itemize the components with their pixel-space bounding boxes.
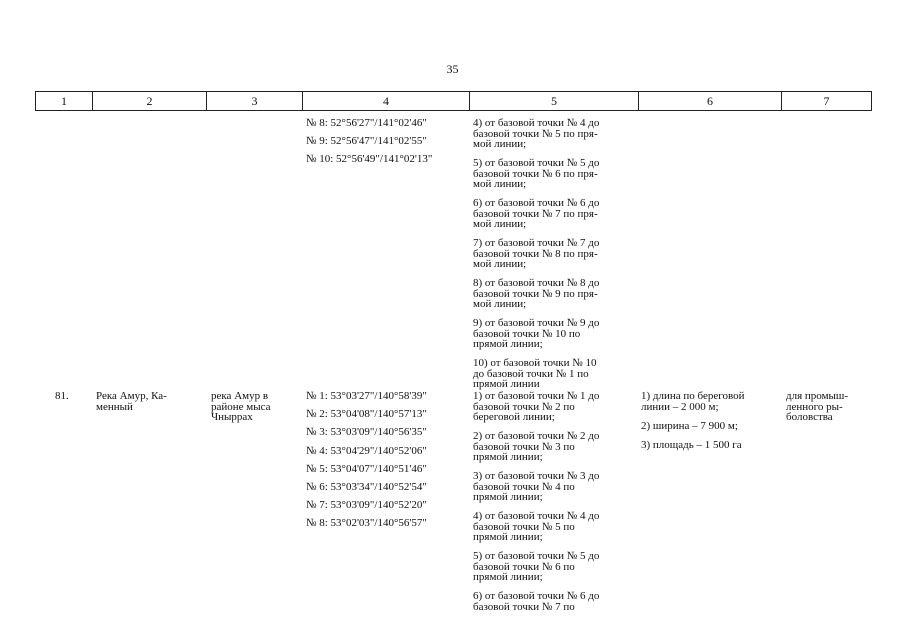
- text-line: 5) от базовой точки № 5 до: [473, 157, 600, 169]
- segment-item: [473, 318, 633, 350]
- text-line: 10) от базовой точки № 10: [473, 357, 597, 369]
- text-line: 2) ширина – 7 900 м;: [641, 419, 738, 432]
- text-line: базовой точки № 2 по: [473, 400, 575, 413]
- text-line: мой линии;: [473, 298, 527, 310]
- segment-item: [473, 198, 633, 230]
- header-col-5: 5: [470, 92, 639, 110]
- segment-item: [473, 431, 633, 463]
- coordinate-item: № 3: 53°03'09"/140°56'35": [306, 426, 427, 439]
- text-line: линии – 2 000 м;: [641, 400, 719, 413]
- text-line: мой линии;: [473, 218, 527, 230]
- text-line: 3) площадь – 1 500 га: [641, 438, 742, 451]
- text-line: до базовой точки № 1 по: [473, 367, 589, 380]
- coordinate-item: № 1: 53°03'27"/140°58'39": [306, 390, 427, 402]
- text-line: 6) от базовой точки № 6 до: [473, 197, 600, 209]
- text-line: 1) длина по береговой: [641, 390, 745, 402]
- header-col-1: 1: [36, 92, 93, 110]
- text-line: 4) от базовой точки № 4 до: [473, 117, 600, 129]
- segment-item: [473, 158, 633, 190]
- text-line: мой линии;: [473, 138, 527, 150]
- segment-item: [473, 391, 633, 423]
- coordinate-item: № 8: 53°02'03"/140°56'57": [306, 517, 427, 530]
- coordinate-item: № 9: 52°56'47"/141°02'55": [306, 135, 427, 148]
- coordinate-item: № 8: 52°56'27"/141°02'46": [306, 117, 427, 129]
- text-line: 7) от базовой точки № 7 до: [473, 237, 600, 249]
- coordinate-item: № 5: 53°04'07"/140°51'46": [306, 462, 427, 475]
- text-line: менный: [96, 400, 133, 413]
- header-col-2: 2: [93, 92, 207, 110]
- text-line: 3) от базовой точки № 3 до: [473, 470, 600, 482]
- segment-item: [473, 118, 633, 150]
- header-col-6: 6: [639, 92, 782, 110]
- header-col-4: 4: [303, 92, 470, 110]
- dimension-item: [641, 440, 771, 451]
- coordinate-item: № 7: 53°03'09"/140°52'20": [306, 499, 427, 512]
- text-line: прямой линии: [473, 378, 540, 390]
- text-line: ленного ры-: [786, 400, 843, 413]
- row81-segments: [473, 391, 633, 621]
- text-line: 6) от базовой точки № 6 до: [473, 590, 600, 602]
- area-location: [211, 391, 301, 423]
- text-line: 2) от базовой точки № 2 до: [473, 430, 600, 442]
- text-line: базовой точки № 5 по пря-: [473, 127, 598, 140]
- area-purpose: [786, 391, 886, 423]
- text-line: береговой линии;: [473, 411, 555, 423]
- text-line: прямой линии;: [473, 338, 543, 350]
- text-line: мой линии;: [473, 258, 527, 270]
- text-line: прямой линии;: [473, 531, 543, 543]
- text-line: базовой точки № 6 по пря-: [473, 167, 598, 180]
- segment-item: [473, 551, 633, 583]
- header-col-3: 3: [207, 92, 303, 110]
- header-col-7: 7: [823, 94, 830, 108]
- text-line: базовой точки № 3 по: [473, 440, 575, 453]
- text-line: мой линии;: [473, 178, 527, 190]
- coordinate-item: № 10: 52°56'49"/141°02'13": [306, 153, 433, 166]
- text-line: 5) от базовой точки № 5 до: [473, 550, 600, 562]
- text-line: базовой точки № 9 по пря-: [473, 287, 598, 300]
- text-line: базовой точки № 5 по: [473, 520, 575, 533]
- coordinate-item: № 2: 53°04'08"/140°57'13": [306, 408, 427, 421]
- segment-item: [473, 358, 633, 390]
- dimension-item: [641, 421, 771, 432]
- dimension-item: [641, 391, 771, 412]
- text-line: базовой точки № 8 по пря-: [473, 247, 598, 260]
- text-line: районе мыса: [211, 400, 271, 413]
- text-line: для промыш-: [786, 390, 849, 402]
- coordinate-item: № 4: 53°04'29"/140°52'06": [306, 444, 427, 457]
- text-line: прямой линии;: [473, 491, 543, 503]
- area-dimensions: [641, 391, 771, 459]
- continued-coordinates: [306, 118, 432, 173]
- text-line: Река Амур, Ка-: [96, 390, 167, 402]
- text-line: 4) от базовой точки № 4 до: [473, 510, 600, 522]
- text-line: боловства: [786, 411, 833, 423]
- area-name: [96, 391, 196, 412]
- segment-item: [473, 278, 633, 310]
- text-line: река Амур в: [211, 390, 269, 402]
- text-line: базовой точки № 6 по: [473, 560, 575, 573]
- row81-coordinates: [306, 391, 427, 537]
- page-number: 35: [446, 62, 459, 76]
- text-line: Чныррах: [211, 411, 253, 423]
- segment-item: [473, 591, 633, 612]
- text-line: 1) от базовой точки № 1 до: [473, 390, 600, 402]
- segment-item: [473, 471, 633, 503]
- segment-item: [473, 238, 633, 270]
- text-line: базовой точки № 4 по: [473, 480, 575, 493]
- segment-item: [473, 511, 633, 543]
- text-line: 8) от базовой точки № 8 до: [473, 277, 600, 289]
- table-header: [35, 91, 872, 111]
- text-line: прямой линии;: [473, 451, 543, 463]
- text-line: прямой линии;: [473, 571, 543, 583]
- text-line: 9) от базовой точки № 9 до: [473, 317, 600, 329]
- text-line: базовой точки № 10 по: [473, 327, 581, 340]
- continued-segments: [473, 118, 633, 398]
- row-number: 81.: [55, 390, 69, 402]
- text-line: базовой точки № 7 по пря-: [473, 207, 598, 220]
- text-line: базовой точки № 7 по: [473, 600, 575, 613]
- coordinate-item: № 6: 53°03'34"/140°52'54": [306, 480, 427, 493]
